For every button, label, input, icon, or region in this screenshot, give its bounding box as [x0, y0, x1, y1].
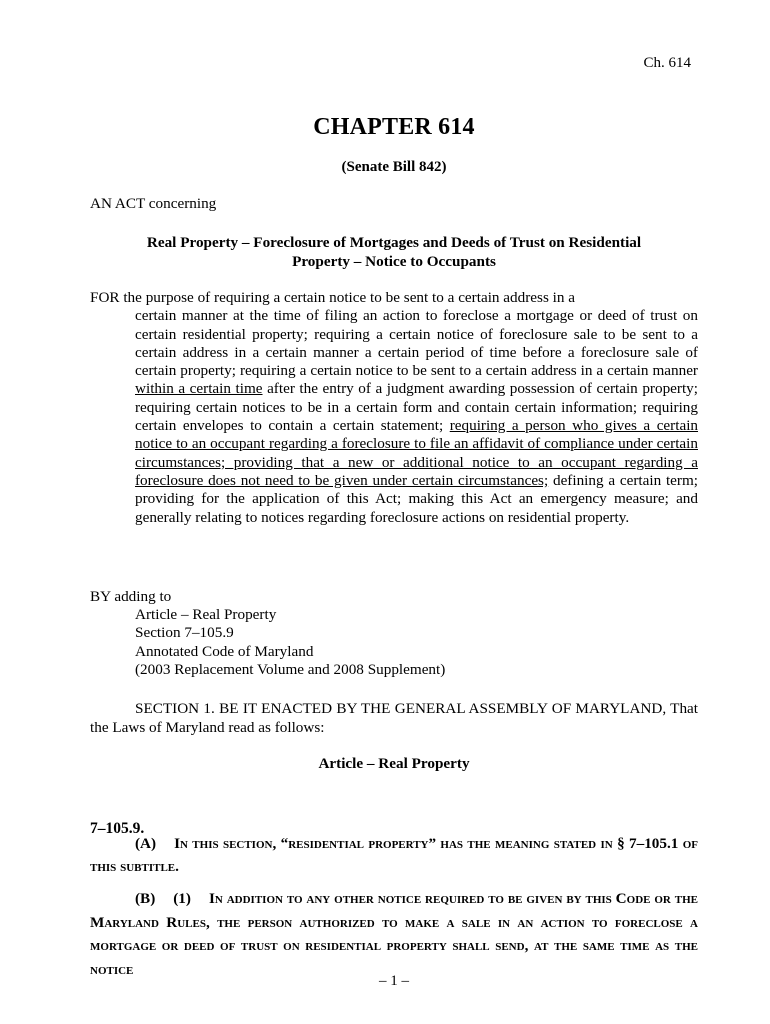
paragraph-a: [90, 832, 698, 878]
act-intro: AN ACT concerning: [90, 195, 217, 212]
paragraph-a-label: (A): [135, 835, 157, 852]
paragraph-a-text: In this section, “residential property” has the meaning stated in: [174, 835, 613, 852]
paragraph-a-reference: § 7–105.1: [617, 835, 679, 852]
chapter-title: CHAPTER 614: [313, 114, 475, 140]
purpose-paragraph: [90, 289, 698, 527]
subject-line-2: Property – Notice to Occupants: [292, 253, 496, 270]
section-1-enactment: SECTION 1. BE IT ENACTED BY THE GENERAL ASSEMBLY OF MARYLAND, That the Laws of Maryland read as follows:: [90, 700, 698, 736]
by-adding-section: Section 7–105.9: [135, 624, 234, 642]
paragraph-a-tail: of this subtitle.: [90, 835, 699, 875]
by-adding-article: Article – Real Property: [135, 606, 277, 624]
purpose-body: [90, 307, 698, 527]
chapter-reference: Ch. 614: [643, 55, 691, 71]
article-heading: Article – Real Property: [318, 755, 470, 772]
by-adding-block: [90, 588, 445, 679]
paragraph-b-number: (1): [173, 890, 191, 907]
paragraph-b-text: In addition to any other notice required to be given by this Code or the Maryland Rules, the person authorized to make a sale in an action to foreclose a mortgage or deed of trust on residential property shall send, at the same time as the notice: [90, 890, 698, 978]
by-adding-code: Annotated Code of Maryland: [135, 642, 314, 660]
page-number: – 1 –: [379, 973, 409, 989]
paragraph-b: [90, 887, 698, 981]
purpose-first-line: FOR the purpose of requiring a certain notice to be sent to a certain address in a: [90, 289, 575, 306]
purpose-text-2: after the entry of a judgment awarding possession of certain property; requiring certain notices to be in a certain form and contain certain information; requiring certain envelopes to contain a certain statement;: [135, 380, 698, 435]
act-subject: [90, 233, 698, 271]
by-adding-volume: (2003 Replacement Volume and 2008 Supplement): [135, 660, 446, 678]
subject-line-1: Real Property – Foreclosure of Mortgages and Deeds of Trust on Residential: [146, 234, 642, 251]
purpose-amendment-1: within a certain time: [135, 380, 263, 398]
purpose-amendment-2: requiring a person who gives a certain notice to an occupant regarding a foreclosure to file an affidavit of compliance under certain circumstances; providing that a new or additional notice to an occupant regarding a foreclosure does not need to be given under certain circumstances;: [135, 417, 699, 489]
purpose-text-3: defining a certain term; providing for the application of this Act; making this Act an emergency measure; and generally relating to notices regarding foreclosure actions on residential property.: [135, 471, 699, 526]
bill-number: (Senate Bill 842): [341, 159, 447, 175]
paragraph-b-label: (B): [135, 890, 156, 907]
section-number: 7–105.9.: [90, 820, 145, 837]
by-adding-lead: BY adding to: [90, 588, 172, 605]
purpose-text-1: certain manner at the time of filing an action to foreclose a mortgage or deed of trust on certain residential property; requiring a certain notice of foreclosure sale to be sent to a certain address in a certain manner a certain period of time before a foreclosure sale of certain property; requiring a certain notice to be sent to a certain address in a certain manner: [135, 307, 698, 380]
